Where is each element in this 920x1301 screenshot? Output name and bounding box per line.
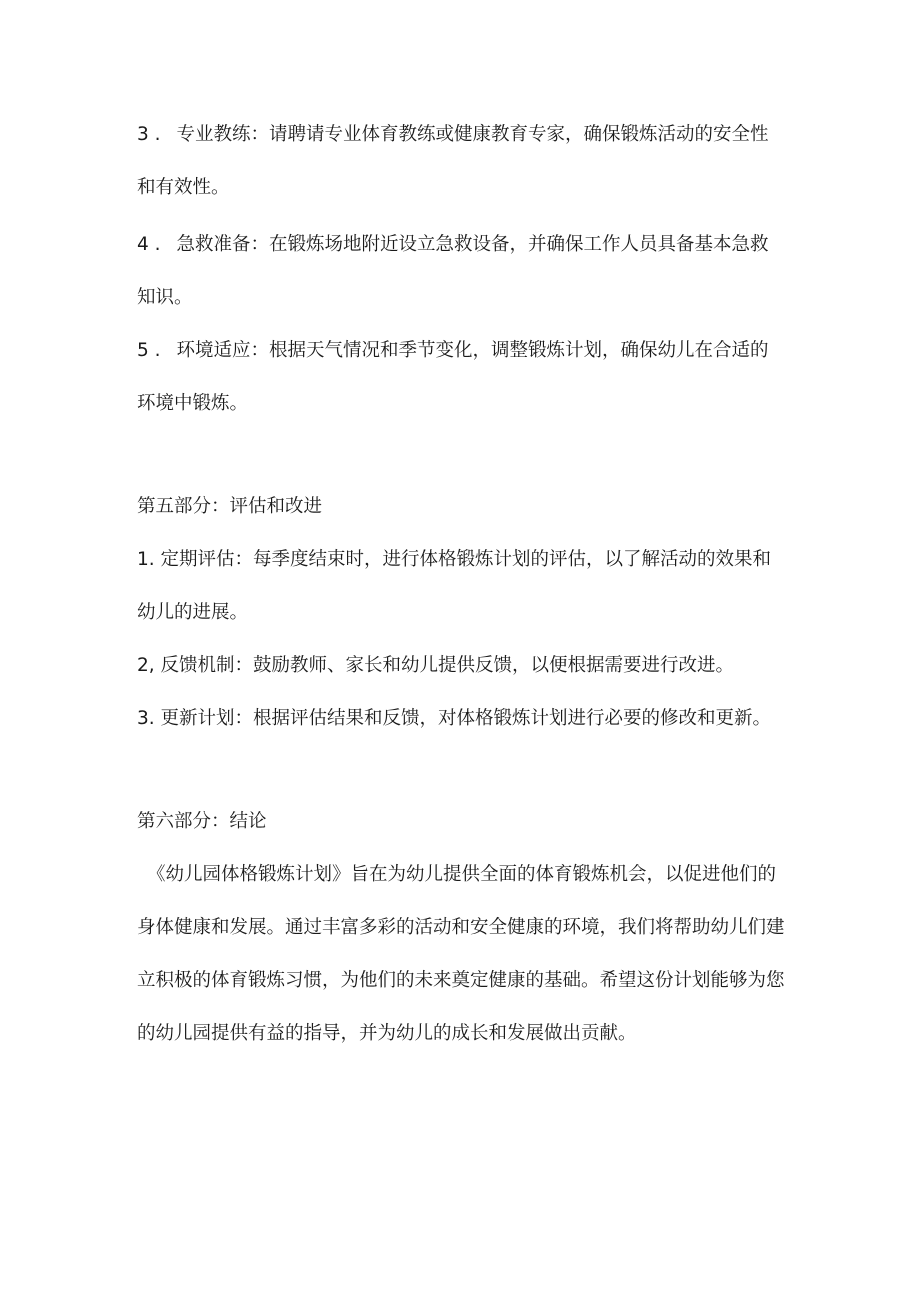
document-content	[137, 108, 787, 1060]
item-number: 3	[137, 124, 149, 145]
item-number: 4	[137, 234, 149, 255]
item-number: 5	[137, 340, 149, 361]
item-text: 环境适应：根据天气情况和季节变化，调整锻炼计划，确保幼儿在合适的环境中锻炼。	[137, 340, 769, 414]
section5-heading: 第五部分：评估和改进	[137, 496, 323, 517]
safety-item-3	[137, 108, 787, 214]
item-text: 专业教练：请聘请专业体育教练或健康教育专家，确保锻炼活动的安全性和有效性。	[137, 124, 769, 198]
item-text: 急救准备：在锻炼场地附近设立急救设备，并确保工作人员具备基本急救知识。	[137, 234, 769, 308]
safety-item-4	[137, 218, 787, 324]
safety-item-5	[137, 324, 787, 430]
section5-item-2: 2, 反馈机制：鼓励教师、家长和幼儿提供反馈，以便根据需要进行改进。	[137, 655, 735, 676]
item-separator: .	[148, 234, 161, 255]
section5-item-1: 1. 定期评估：每季度结束时，进行体格锻炼计划的评估，以了解活动的效果和幼儿的进展。	[137, 549, 772, 623]
section6-heading: 第六部分：结论	[137, 811, 267, 832]
item-separator: .	[148, 124, 161, 145]
section5-item-3: 3. 更新计划：根据评估结果和反馈，对体格锻炼计划进行必要的修改和更新。	[137, 708, 772, 729]
item-separator: .	[148, 340, 161, 361]
section6-body: 《幼儿园体格锻炼计划》旨在为幼儿提供全面的体育锻炼机会，以促进他们的身体健康和发展。通过丰富多彩的活动和安全健康的环境，我们将帮助幼儿们建立积极的体育锻炼习惯，为他们的未来奠定健康的基础。希望这份计划能够为您的幼儿园提供有益的指导，并为幼儿的成长和发展做出贡献。	[137, 864, 785, 1044]
